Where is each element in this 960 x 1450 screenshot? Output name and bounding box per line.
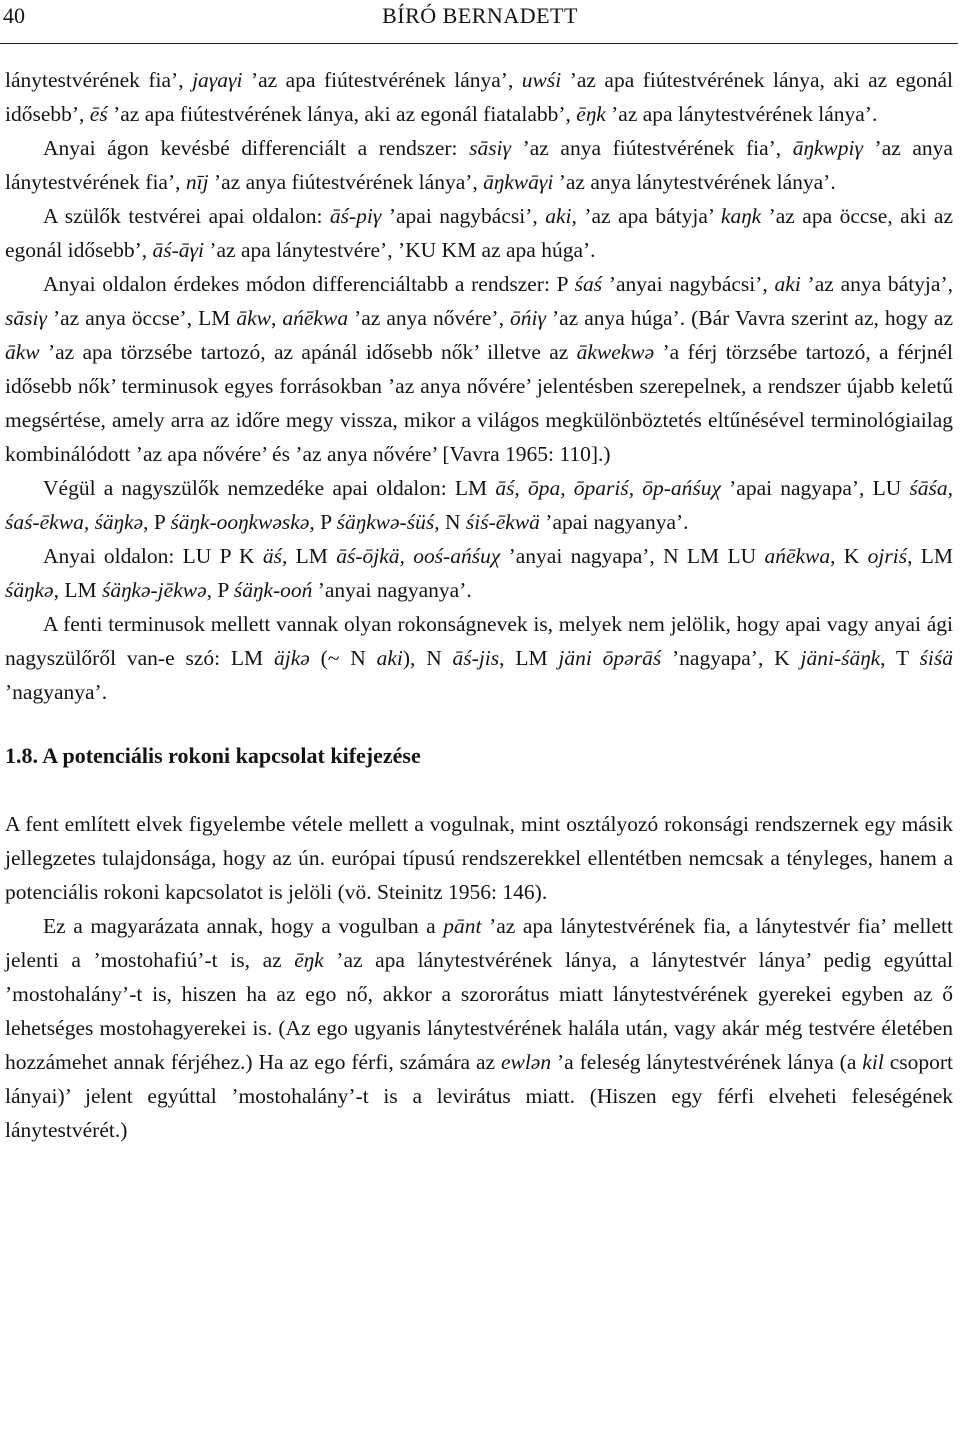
paragraph-group-kinship-terms	[5, 63, 953, 709]
italic-term: jäni ōpərāś	[558, 646, 662, 670]
italic-term: śäŋkə-jēkwə	[101, 578, 207, 602]
text-run: , P	[309, 510, 337, 534]
italic-term: ēŋk	[294, 948, 324, 972]
italic-term: kil	[862, 1050, 884, 1074]
text-run: ’a feleség lánytestvérének lánya (a	[551, 1050, 863, 1074]
italic-term: ōńiγ	[509, 306, 546, 330]
italic-term: aki,	[545, 204, 577, 228]
paragraph	[5, 131, 953, 199]
text-run: Végül a nagyszülők nemzedéke apai oldalon: LM	[43, 476, 496, 500]
header-rule	[0, 43, 958, 44]
text-run: Anyai ágon kevésbé differenciált a rendszer:	[43, 136, 470, 160]
text-run: ’az anya bátyja’,	[800, 272, 953, 296]
text-run: , P	[143, 510, 171, 534]
italic-term: ańēkwa	[764, 544, 831, 568]
text-run: ’az apa lánytestvérének lánya’.	[605, 102, 878, 126]
text-run: ’nagyapa’, K	[661, 646, 801, 670]
text-run: ’az anya fiútestvérének lánya’,	[208, 170, 484, 194]
italic-term: ańēkwa	[282, 306, 349, 330]
italic-term: äś	[262, 544, 282, 568]
page-number: 40	[3, 3, 25, 28]
paragraph-group-potential-kinship	[5, 807, 953, 1147]
italic-term: nīj	[185, 170, 209, 194]
text-run: ’az anya nővére’,	[348, 306, 510, 330]
italic-term: kaŋk	[720, 204, 762, 228]
text-run: ’az apa lánytestvérének fia, a lánytestvér fia’ mellett jelenti a ’mostohafiú’-t is, az	[5, 914, 953, 972]
text-run: , LM	[281, 544, 337, 568]
paragraph	[5, 471, 953, 539]
text-run: lánytestvérének fia’,	[5, 68, 193, 92]
text-run: ’az anya fiútestvérének fia’,	[511, 136, 793, 160]
text-run: , N	[434, 510, 466, 534]
italic-term: pānt	[443, 914, 482, 938]
italic-term: jäni-śäŋk	[800, 646, 881, 670]
italic-term: jaγaγi	[192, 68, 243, 92]
text-run: ’apai nagybácsi’,	[381, 204, 546, 228]
text-run: ’az apa lánytestvére’, ’KU KM az apa húga’.	[203, 238, 596, 262]
text-run: ’az apa öccse, aki az egonál idősebb’,	[5, 204, 953, 262]
italic-term: ākwekwə	[576, 340, 655, 364]
text-run: ’az apa bátyja’	[576, 204, 721, 228]
italic-term: ākw	[236, 306, 271, 330]
italic-term: aki	[376, 646, 403, 670]
paragraph	[5, 607, 953, 709]
italic-term: āś-āγi	[152, 238, 204, 262]
text-run: , LM	[907, 544, 954, 568]
paragraph	[5, 199, 953, 267]
paragraph	[5, 539, 953, 607]
italic-term: sāsiγ	[5, 306, 47, 330]
italic-term: āŋkwpiγ	[792, 136, 863, 160]
paragraph	[5, 909, 953, 1147]
italic-term: śäŋkwə-śüś	[336, 510, 435, 534]
text-run: ,	[271, 306, 283, 330]
text-run: (~ N	[309, 646, 377, 670]
italic-term: ēś	[89, 102, 108, 126]
text-run: , LM	[499, 646, 559, 670]
italic-term: sāsiγ	[469, 136, 512, 160]
italic-term: śäŋkə	[5, 578, 54, 602]
text-run: , P	[206, 578, 234, 602]
text-run: ’az apa lánytestvérének lánya, a lánytestvér lánya’ pedig egyúttal ’mostohalány’-t is, hiszen ha az ego nő, akkor a szororátus miatt lánytestvérének gyerekei egyben az ő lehetséges mostohagyerekei is. (Az ego ugyanis lánytestvérének halála után, vagy akár még testvére életében hozzámehet annak férjéhez.) Ha az ego férfi, számára az	[5, 948, 954, 1074]
running-head: BÍRÓ BERNADETT	[382, 3, 578, 28]
text-run: A fent említett elvek figyelembe vétele mellett a vogulnak, mint osztályozó rokonsági rendszernek egy másik jellegzetes tulajdonsága, hogy az ún. európai típusú rendszerekkel ellentétben nemcsak a tényleges, hanem a potenciális rokoni kapcsolatot is jelöli (vö. Steinitz 1956: 146).	[5, 812, 953, 904]
text-run: csoport lányai)’ jelent egyúttal ’mostohalány’-t is a levirátus miatt. (Hiszen egy férfi elveheti feleségének lánytestvérét.)	[5, 1050, 953, 1142]
paragraph	[5, 267, 953, 471]
text-run: ’az apa törzsébe tartozó, az apánál idősebb nők’ illetve az	[39, 340, 577, 364]
text-run: ’az anya húga’. (Bár Vavra szerint az, hogy az	[545, 306, 953, 330]
text-run: Anyai oldalon érdekes módon differenciáltabb a rendszer: P	[43, 272, 575, 296]
text-run: ’nagyanya’.	[5, 680, 108, 704]
section-heading: 1.8. A potenciális rokoni kapcsolat kifejezése	[5, 743, 421, 768]
text-run: , T	[880, 646, 920, 670]
italic-term: śāśa, śaś-ēkwa, śäŋkə	[5, 476, 953, 534]
italic-term: āś-ōjkä, ooś-ańśuχ	[336, 544, 501, 568]
text-run: ’az anya öccse’, LM	[46, 306, 237, 330]
italic-term: āś-jis	[452, 646, 500, 670]
text-run: Anyai oldalon: LU P K	[43, 544, 263, 568]
text-run: ’az anya lánytestvérének lánya’.	[553, 170, 836, 194]
italic-term: śäŋk-ooń	[233, 578, 313, 602]
italic-term: ākw	[5, 340, 40, 364]
text-run: Ez a magyarázata annak, hogy a vogulban a	[43, 914, 444, 938]
italic-term: ewlən	[500, 1050, 552, 1074]
text-run: ), N	[402, 646, 453, 670]
text-run: ’apai nagyanya’.	[539, 510, 689, 534]
paragraph	[5, 807, 953, 909]
italic-term: śiś-ēkwä	[465, 510, 540, 534]
text-run: ’az anya lánytestvérének fia’,	[5, 136, 953, 194]
text-run: ’az apa fiútestvérének lánya, aki az egonál idősebb’,	[5, 68, 954, 126]
italic-term: śäŋk-ooŋkwəskə	[170, 510, 310, 534]
paragraph	[5, 63, 953, 131]
page-header	[0, 0, 960, 44]
italic-term: ojriś	[867, 544, 908, 568]
italic-term: āś-piγ	[329, 204, 382, 228]
text-run: ’anyai nagybácsi’,	[602, 272, 775, 296]
italic-term: śaś	[574, 272, 603, 296]
text-run: ’a férj törzsébe tartozó, a férjnél idősebb nők’ terminusok egyes forrásokban ’az anya nővére’ jelentésben szerepelnek, a rendszer újabb keletű megsértése, amely arra az időre megy vissza, mikor a világos megkülönböztetés eltűnésével terminológiailag kombinálódott ’az apa nővére’ és ’az anya nővére’ [Vavra 1965: 110].)	[5, 340, 953, 466]
italic-term: āŋkwāγi	[483, 170, 554, 194]
text-run: , LM	[53, 578, 102, 602]
italic-term: āś, ōpa, ōpariś, ōp-ańśuχ	[495, 476, 721, 500]
italic-term: aki	[774, 272, 801, 296]
text-run: , K	[830, 544, 868, 568]
text-run: ’anyai nagyapa’, N LM LU	[500, 544, 765, 568]
text-run: ’apai nagyapa’, LU	[720, 476, 910, 500]
text-run: A szülők testvérei apai oldalon:	[43, 204, 330, 228]
text-run: ’az apa fiútestvérének lánya’,	[242, 68, 522, 92]
text-run: ’anyai nagyanya’.	[312, 578, 472, 602]
italic-term: äjkə	[273, 646, 310, 670]
text-run: A fenti terminusok mellett vannak olyan rokonságnevek is, melyek nem jelölik, hogy apai vagy anyai ági nagyszülőről van-e szó: LM	[5, 612, 953, 670]
body-text	[5, 63, 953, 1147]
italic-term: ēŋk	[576, 102, 606, 126]
text-run: ’az apa fiútestvérének lánya, aki az egonál fiatalabb’,	[107, 102, 577, 126]
italic-term: uwśi	[521, 68, 562, 92]
heading-gap	[5, 773, 953, 807]
italic-term: śiśä	[919, 646, 953, 670]
